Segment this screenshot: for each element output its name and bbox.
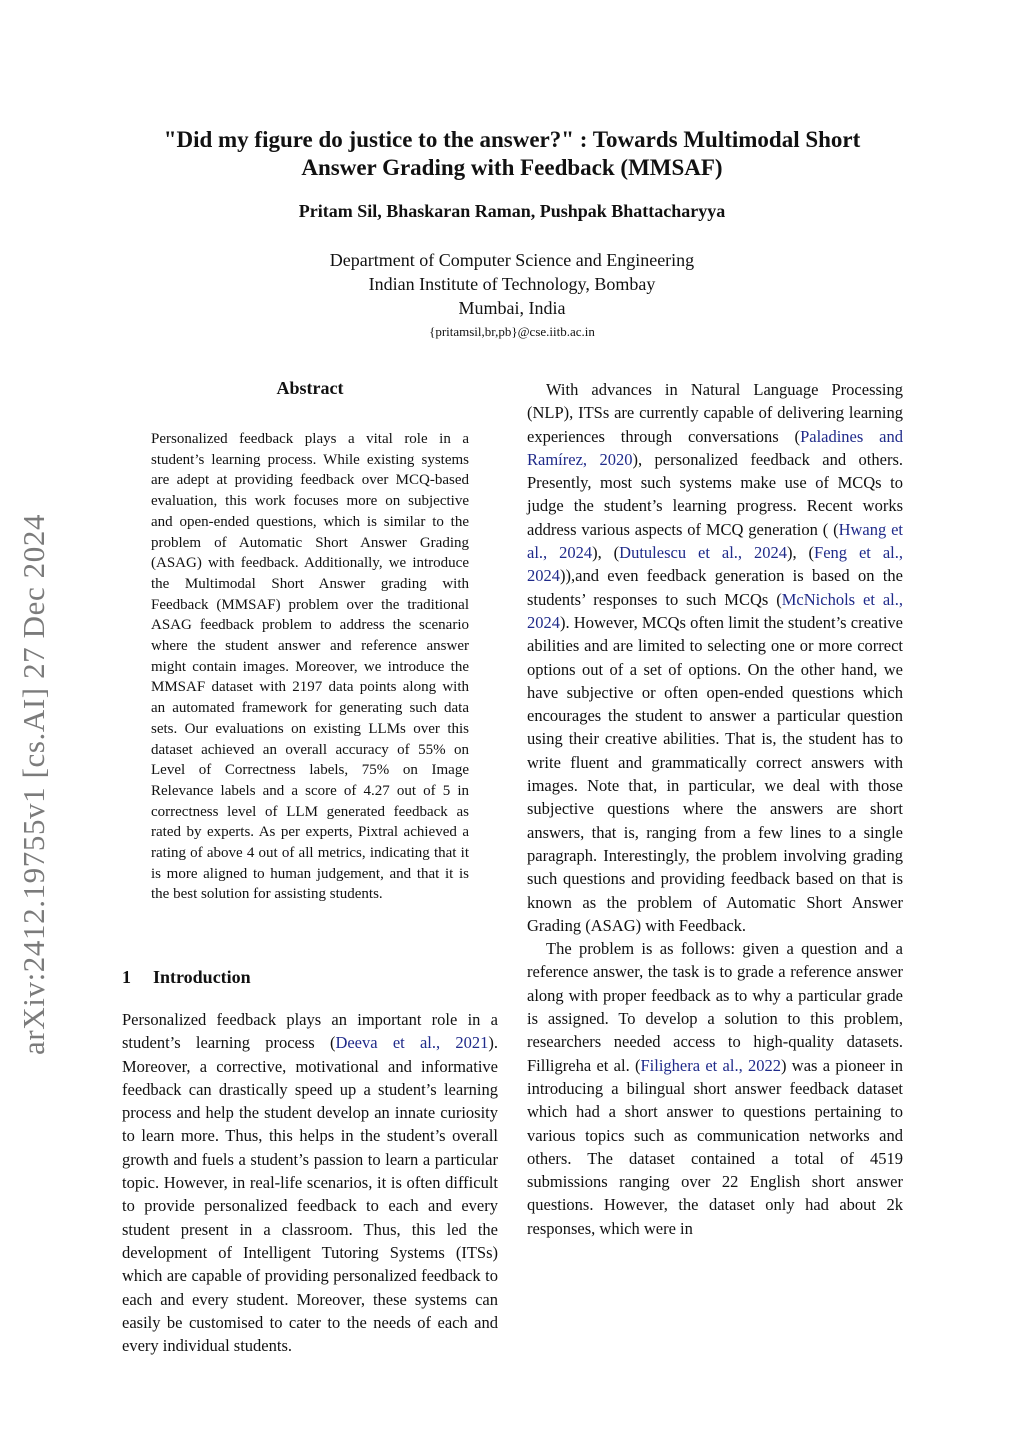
paper-title bbox=[120, 126, 904, 182]
paragraph-text: ). Moreover, a corrective, motivational and informative feedback can drastically speed up a student’s learning process and help the student develop an innate curiosity to learn more. Thus, this helps in the student’s overall growth and fuels a student’s passion to learn a particular topic. However, in real-life scenarios, it is often difficult to provide personalized feedback to each and every student present in a classroom. Thus, this led the development of Intelligent Tutoring Systems (ITSs) which are capable of providing personalized feedback to each and every student. Moreover, these systems can easily be customised to cater to the needs of each and every individual students. bbox=[122, 1033, 498, 1356]
author-list: Pritam Sil, Bhaskaran Raman, Pushpak Bhattacharyya bbox=[298, 201, 726, 221]
affiliation bbox=[120, 248, 904, 320]
paragraph-text: The problem is as follows: given a question and a reference answer, the task is to grade a reference answer along with proper feedback as to why a particular grade is assigned. To develop a solution to this problem, researchers needed access to high-quality datasets. Filligreha et al. ( bbox=[527, 939, 903, 1075]
affiliation-institute: Indian Institute of Technology, Bombay bbox=[368, 274, 656, 294]
citation-link[interactable]: McNichols et al., 2024 bbox=[527, 589, 903, 632]
paper-title-line-1: "Did my figure do justice to the answer?" : Towards Multimodal Short bbox=[163, 127, 861, 152]
paragraph-text: ) was a pioneer in introducing a bilingual short answer feedback dataset which had a short answer to questions pertaining to various topics such as communication networks and others. The dataset contained a total of 4519 submissions ranging over 22 English short answer questions. However, the dataset only had about 2k responses, which were in bbox=[527, 1055, 903, 1238]
intro-paragraph-2 bbox=[527, 378, 903, 937]
intro-paragraph-1 bbox=[122, 1008, 498, 1357]
citation-link[interactable]: Filighera et al., 2022 bbox=[640, 1055, 782, 1075]
paragraph-text: ), ( bbox=[592, 543, 620, 563]
abstract-heading: Abstract bbox=[276, 378, 344, 398]
paragraph-text: ), personalized feedback and others. Presently, most such systems make use of MCQs to judge the student’s learning progress. Recent works address various aspects of MCQ generation ( ( bbox=[527, 449, 903, 539]
paragraph-text: With advances in Natural Language Processing (NLP), ITSs are currently capable of delivering learning experiences through conversations ( bbox=[527, 380, 903, 446]
affiliation-department: Department of Computer Science and Engineering bbox=[329, 250, 695, 270]
citation-link[interactable]: Hwang et al., 2024 bbox=[527, 519, 903, 563]
arxiv-identifier-stamp: arXiv:2412.19755v1 [cs.AI] 27 Dec 2024 bbox=[16, 513, 51, 1055]
section-heading-introduction bbox=[122, 967, 251, 988]
citation-link[interactable]: Dutulescu et al., 2024 bbox=[619, 543, 787, 563]
intro-paragraph-3 bbox=[527, 937, 903, 1240]
citation-link[interactable]: Deeva et al., 2021 bbox=[335, 1033, 489, 1053]
paragraph-text: Personalized feedback plays an important role in a student’s learning process ( bbox=[122, 1010, 498, 1053]
citation-link[interactable]: Paladines and Ramírez, 2020 bbox=[527, 426, 904, 469]
paragraph-text: ). However, MCQs often limit the student’s creative abilities and are limited to selecting one or more correct options out of a set of options. On the other hand, we have subjective or often open-ended questions which encourages the student to answer a particular question using their creative abilities. That is, the student has to write fluent and grammatically correct answers with images. Note that, in particular, we deal with those subjective questions where the answers are short answers, that is, ranging from a few lines to a single paragraph. Interestingly, the problem involving grading such questions and providing feedback based on that is known as the problem of Automatic Short Answer Grading (ASAG) with Feedback. bbox=[527, 612, 903, 935]
paper-title-line-2: Answer Grading with Feedback (MMSAF) bbox=[301, 155, 723, 180]
citation-link[interactable]: Feng et al., 2024 bbox=[527, 543, 903, 586]
paragraph-text: ), ( bbox=[786, 543, 815, 563]
section-title: Introduction bbox=[153, 967, 251, 987]
author-emails: {pritamsil,br,pb}@cse.iitb.ac.in bbox=[429, 324, 595, 339]
left-column-body bbox=[122, 1008, 498, 1357]
right-column-body bbox=[527, 378, 903, 1240]
paragraph-text: )),and even feedback generation is based on the students’ responses to such MCQs ( bbox=[527, 566, 903, 609]
affiliation-location: Mumbai, India bbox=[458, 298, 566, 318]
abstract-text: Personalized feedback plays a vital role in a student’s learning process. While existing systems are adept at providing feedback over MCQ-based evaluation, this work focuses more on subjective and open-ended questions, which is similar to the problem of Automatic Short Answer Grading (ASAG) with feedback. Additionally, we introduce the Multimodal Short Answer grading with Feedback (MMSAF) problem over the traditional ASAG feedback problem to address the scenario where the student answer and reference answer might contain images. Moreover, we introduce the MMSAF dataset with 2197 data points along with an automated framework for generating such data sets. Our evaluations on existing LLMs over this dataset achieved an overall accuracy of 55% on Level of Correctness labels, 75% on Image Relevance labels and a score of 4.27 out of 5 in correctness level of LLM generated feedback as rated by experts. As per experts, Pixtral achieved a rating of above 4 out of all metrics, indicating that it is more aligned to human judgement, and that it is the best solution for assisting students. bbox=[151, 431, 469, 903]
section-number: 1 bbox=[122, 967, 131, 987]
